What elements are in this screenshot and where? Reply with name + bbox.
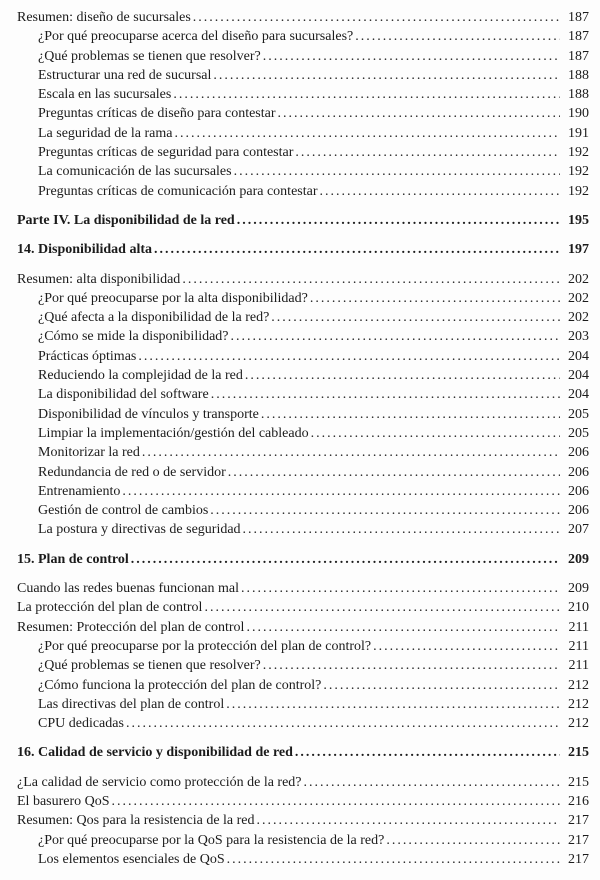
toc-page-number: 217 — [568, 832, 589, 848]
toc-leader-dots — [227, 850, 560, 869]
toc-leader-dots — [373, 637, 560, 656]
toc-entry-title: Cuando las redes buenas funcionan mal — [17, 581, 239, 597]
toc-leader-dots — [154, 240, 560, 259]
toc-entry-title: La postura y directivas de seguridad — [38, 522, 241, 538]
toc-entry — [17, 124, 589, 143]
toc-page-number: 210 — [568, 600, 589, 616]
toc-entry — [17, 463, 589, 482]
toc-page-number: 187 — [568, 10, 589, 25]
toc-entry — [17, 811, 589, 830]
toc-entry — [17, 385, 589, 404]
toc-entry-title: Los elementos esenciales de QoS — [38, 851, 225, 867]
toc-entry — [17, 618, 589, 637]
toc-entry-title: Estructurar una red de sucursal — [38, 67, 212, 83]
toc-entry — [17, 773, 589, 792]
toc-entry — [17, 289, 589, 308]
toc-entry-title: Monitorizar la red — [38, 445, 140, 461]
toc-leader-dots — [271, 308, 560, 327]
toc-entry — [17, 579, 589, 598]
toc-page-number: 209 — [568, 551, 589, 567]
toc-entry — [17, 366, 589, 385]
toc-page-number: 195 — [568, 212, 589, 228]
toc-leader-dots — [210, 501, 560, 520]
toc-entry-title: ¿Cómo funciona la protección del plan de control? — [38, 677, 322, 693]
toc-entry — [17, 85, 589, 104]
toc-leader-dots — [126, 714, 560, 733]
toc-entry — [17, 8, 589, 27]
toc-entry-title: Las directivas del plan de control — [38, 696, 225, 712]
toc-leader-dots — [261, 405, 560, 424]
toc-entry — [17, 676, 589, 695]
toc-entry-title: Prácticas óptimas — [38, 348, 137, 364]
toc-leader-dots — [193, 8, 560, 27]
toc-entry — [17, 656, 589, 675]
toc-page-number: 215 — [568, 774, 589, 790]
toc-page-number: 204 — [568, 387, 589, 403]
toc-entry-title: Entrenamiento — [38, 483, 121, 499]
toc-page-number: 187 — [568, 48, 589, 64]
toc-entry — [17, 714, 589, 733]
toc-entry-title: La protección del plan de control — [17, 600, 203, 616]
toc-page-number: 203 — [568, 329, 589, 345]
toc-leader-dots — [243, 520, 560, 539]
toc-entry-title: La disponibilidad del software — [38, 387, 209, 403]
toc-entry — [17, 327, 589, 346]
toc-entry-title: ¿Cómo se mide la disponibilidad? — [38, 329, 229, 345]
toc-leader-dots — [213, 66, 560, 85]
toc-entry — [17, 482, 589, 501]
toc-page-number: 192 — [568, 164, 589, 180]
toc-entry-title: Preguntas críticas de diseño para contestar — [38, 106, 276, 122]
toc-leader-dots — [386, 831, 560, 850]
toc-leader-dots — [310, 289, 560, 308]
toc-entry-title: Preguntas críticas de comunicación para contestar — [38, 183, 318, 199]
toc-page-number: 215 — [568, 745, 589, 761]
toc-entry — [17, 501, 589, 520]
toc-entry — [17, 27, 589, 46]
toc-leader-dots — [226, 695, 560, 714]
toc-leader-dots — [257, 811, 560, 830]
toc-entry — [17, 792, 589, 811]
toc-entry-title: Resumen: Protección del plan de control — [17, 619, 245, 635]
toc-leader-dots — [295, 143, 560, 162]
toc-entry — [17, 211, 589, 230]
toc-entry-title: 15. Plan de control — [17, 551, 129, 567]
toc-leader-dots — [278, 104, 560, 123]
toc-page-number: 192 — [568, 145, 589, 161]
toc-leader-dots — [122, 482, 560, 501]
toc-page-number: 202 — [568, 310, 589, 326]
toc-leader-dots — [112, 792, 560, 811]
toc-leader-dots — [263, 656, 560, 675]
toc-entry-title: ¿Qué problemas se tienen que resolver? — [38, 658, 261, 674]
toc-leader-dots — [182, 270, 560, 289]
toc-entry — [17, 162, 589, 181]
toc-page-number: 192 — [568, 183, 589, 199]
toc-page-number: 216 — [568, 793, 589, 809]
toc-leader-dots — [142, 443, 560, 462]
toc-leader-dots — [138, 347, 560, 366]
toc-leader-dots — [323, 676, 560, 695]
toc-page-number: 187 — [568, 29, 589, 45]
toc-entry-title: Resumen: alta disponibilidad — [17, 271, 181, 287]
toc-entry-title: Parte IV. La disponibilidad de la red — [17, 212, 235, 228]
toc-entry-title: Resumen: Qos para la resistencia de la red — [17, 813, 255, 829]
toc-entry-title: 16. Calidad de servicio y disponibilidad de red — [17, 745, 293, 761]
toc-leader-dots — [237, 211, 560, 230]
toc-leader-dots — [355, 27, 560, 46]
toc-entry-title: ¿Qué problemas se tienen que resolver? — [38, 48, 261, 64]
toc-leader-dots — [131, 550, 560, 569]
toc-entry-title: ¿La calidad de servicio como protección de la red? — [17, 774, 302, 790]
toc-page-number: 188 — [568, 87, 589, 103]
toc-leader-dots — [320, 182, 561, 201]
toc-page-number: 211 — [568, 638, 589, 654]
toc-page-number: 217 — [568, 851, 589, 867]
toc-page-number: 188 — [568, 67, 589, 83]
toc-entry — [17, 66, 589, 85]
toc-entry-title: ¿Por qué preocuparse por la alta disponibilidad? — [38, 290, 308, 306]
toc-leader-dots — [234, 162, 560, 181]
toc-entry-title: ¿Por qué preocuparse acerca del diseño para sucursales? — [38, 29, 354, 45]
toc-leader-dots — [175, 124, 561, 143]
toc-entry — [17, 104, 589, 123]
toc-leader-dots — [231, 327, 560, 346]
toc-leader-dots — [211, 385, 560, 404]
toc-entry-title: La seguridad de la rama — [38, 125, 173, 141]
toc-page-number: 209 — [568, 581, 589, 597]
toc-entry — [17, 598, 589, 617]
toc-page-number: 206 — [568, 503, 589, 519]
toc-entry — [17, 240, 589, 259]
toc-list — [17, 8, 589, 869]
toc-page-number: 211 — [568, 619, 589, 635]
toc-leader-dots — [204, 598, 560, 617]
toc-entry — [17, 424, 589, 443]
toc-page-number: 212 — [568, 696, 589, 712]
toc-entry — [17, 550, 589, 569]
toc-entry-title: Preguntas críticas de seguridad para contestar — [38, 145, 294, 161]
toc-leader-dots — [311, 424, 560, 443]
toc-leader-dots — [228, 463, 560, 482]
toc-page-number: 207 — [568, 522, 589, 538]
toc-leader-dots — [173, 85, 560, 104]
toc-entry-title: La comunicación de las sucursales — [38, 164, 232, 180]
toc-entry-title: Reduciendo la complejidad de la red — [38, 368, 243, 384]
toc-entry-title: Disponibilidad de vínculos y transporte — [38, 406, 259, 422]
toc-leader-dots — [245, 366, 560, 385]
toc-page-number: 202 — [568, 271, 589, 287]
toc-page-number: 190 — [568, 106, 589, 122]
toc-page-number: 204 — [568, 348, 589, 364]
toc-leader-dots — [263, 47, 560, 66]
toc-entry — [17, 695, 589, 714]
toc-entry-title: ¿Por qué preocuparse por la QoS para la resistencia de la red? — [38, 832, 385, 848]
toc-entry — [17, 47, 589, 66]
toc-entry-title: Resumen: diseño de sucursales — [17, 10, 191, 25]
toc-entry-title: ¿Qué afecta a la disponibilidad de la red? — [38, 310, 270, 326]
toc-entry — [17, 443, 589, 462]
toc-page-number: 206 — [568, 483, 589, 499]
toc-page-number: 205 — [568, 425, 589, 441]
toc-entry-title: CPU dedicadas — [38, 716, 124, 732]
toc-page-number: 197 — [568, 242, 589, 258]
toc-page-number: 211 — [568, 658, 589, 674]
toc-leader-dots — [295, 743, 560, 762]
toc-page-number: 191 — [568, 125, 589, 141]
toc-entry-title: Redundancia de red o de servidor — [38, 464, 226, 480]
toc-entry-title: ¿Por qué preocuparse por la protección del plan de control? — [38, 638, 372, 654]
toc-entry — [17, 308, 589, 327]
toc-entry — [17, 637, 589, 656]
toc-leader-dots — [304, 773, 560, 792]
toc-entry — [17, 347, 589, 366]
toc-leader-dots — [241, 579, 560, 598]
toc-entry — [17, 743, 589, 762]
toc-entry — [17, 270, 589, 289]
toc-entry — [17, 831, 589, 850]
toc-entry — [17, 182, 589, 201]
toc-page-number: 206 — [568, 445, 589, 461]
toc-page-number: 212 — [568, 677, 589, 693]
toc-page-number: 204 — [568, 368, 589, 384]
toc-page-number: 205 — [568, 406, 589, 422]
toc-entry — [17, 143, 589, 162]
toc-page-number: 212 — [568, 716, 589, 732]
toc-leader-dots — [246, 618, 560, 637]
toc-entry — [17, 405, 589, 424]
toc-entry — [17, 520, 589, 539]
toc-page-number: 217 — [568, 813, 589, 829]
toc-entry — [17, 850, 589, 869]
toc-entry-title: El basurero QoS — [17, 793, 110, 809]
toc-entry-title: Limpiar la implementación/gestión del cableado — [38, 425, 309, 441]
toc-entry-title: 14. Disponibilidad alta — [17, 242, 152, 258]
toc-entry-title: Escala en las sucursales — [38, 87, 172, 103]
toc-page-number: 202 — [568, 290, 589, 306]
toc-page-number: 206 — [568, 464, 589, 480]
toc-entry-title: Gestión de control de cambios — [38, 503, 209, 519]
